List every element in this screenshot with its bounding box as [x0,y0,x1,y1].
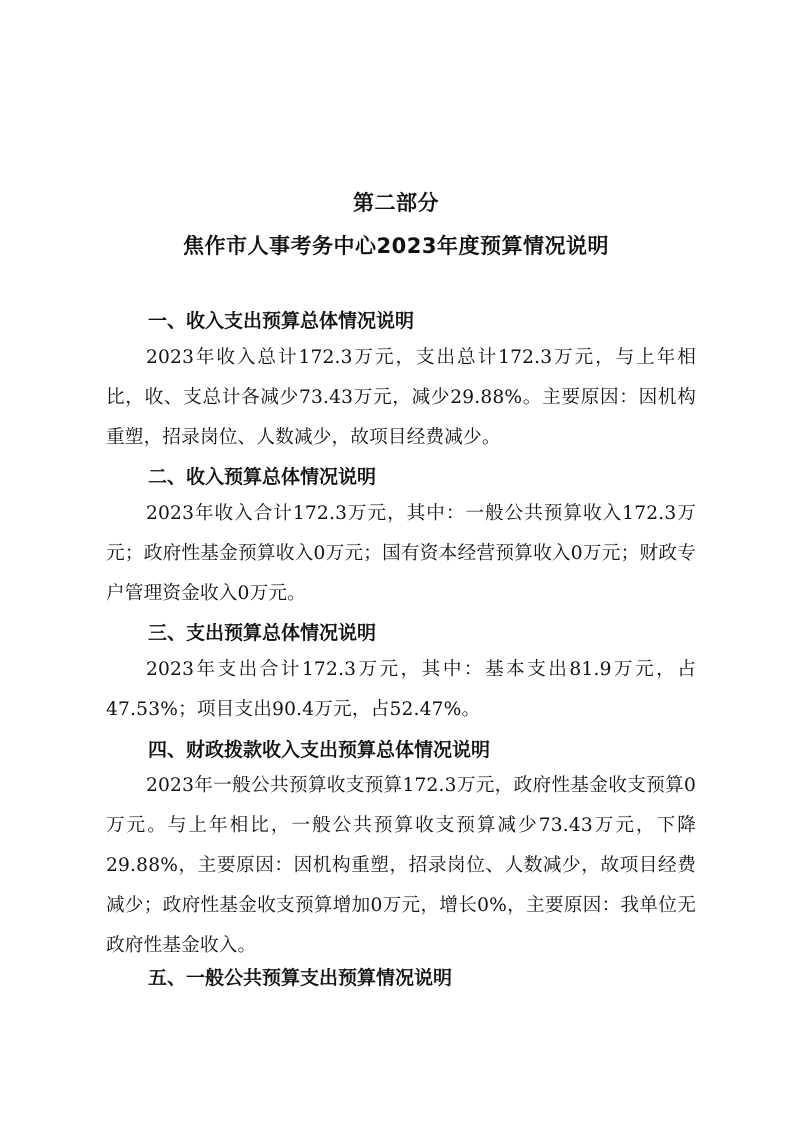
document-title: 焦作市人事考务中心2023年度预算情况说明 [183,234,609,258]
section-heading-4: 四、财政拨款收入支出预算总体情况说明 [148,739,491,761]
section-body-1: 2023年收入总计172.3万元，支出总计172.3万元，与上年相比，收、支总计各减少73.43万元，减少29.88%。主要原因：因机构重塑，招录岗位、人数减少，故项目经费减少。 [106,347,696,448]
section-heading-2: 二、收入预算总体情况说明 [148,466,377,488]
section-heading-1: 一、收入支出预算总体情况说明 [148,310,415,332]
section-body-2: 2023年收入合计172.3万元，其中：一般公共预算收入172.3万元；政府性基金预算收入0万元；国有资本经营预算收入0万元；财政专户管理资金收入0万元。 [106,503,696,604]
section-body-4: 2023年一般公共预算收支预算172.3万元，政府性基金收支预算0万元。与上年相比，一般公共预算收支预算减少73.43万元，下降29.88%，主要原因：因机构重塑，招录岗位、人数减少，故项目经费减少；政府性基金收支预算增加0万元，增长0%，主要原因：我单位无政府性基金收入。 [106,775,696,956]
section-heading-3: 三、支出预算总体情况说明 [148,622,377,644]
section-heading-5: 五、一般公共预算支出预算情况说明 [148,967,453,989]
part-title: 第二部分 [353,191,439,215]
section-body-3: 2023年支出合计172.3万元，其中：基本支出81.9万元，占47.53%；项目支出90.4万元，占52.47%。 [106,659,696,720]
